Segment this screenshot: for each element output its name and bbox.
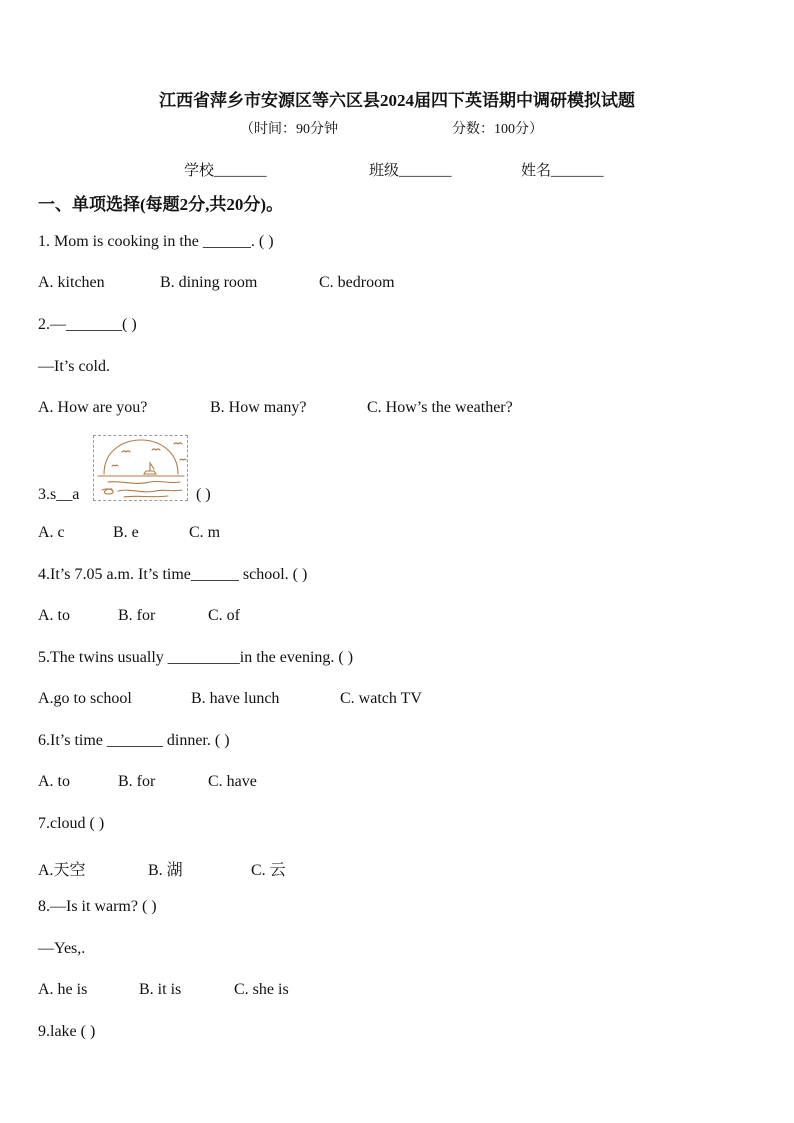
name-field: 姓名_______ xyxy=(521,163,604,179)
question-3: 3.s__a xyxy=(38,486,80,503)
q1-option-b: B. dining room xyxy=(160,274,258,291)
q6-option-b: B. for xyxy=(118,773,156,790)
q1-option-c: C. bedroom xyxy=(319,274,395,291)
exam-time: （时间：90分钟 xyxy=(240,122,338,137)
q4-option-b: B. for xyxy=(118,607,156,624)
sunset-sea-image xyxy=(94,436,187,500)
q6-option-c: C. have xyxy=(208,773,257,790)
exam-score: 分数：100分） xyxy=(452,122,543,137)
question-4: 4.It’s 7.05 a.m. It’s time______ school. ( ) xyxy=(38,566,308,583)
question-1: 1. Mom is cooking in the ______. ( ) xyxy=(38,233,274,250)
q2-option-b: B. How many? xyxy=(210,399,307,416)
q8-option-b: B. it is xyxy=(139,981,182,998)
q2-option-a: A. How are you? xyxy=(38,399,148,416)
q2-option-c: C. How’s the weather? xyxy=(367,399,513,416)
question-8-reply: —Yes,. xyxy=(38,940,86,957)
q6-option-a: A. to xyxy=(38,773,70,790)
q7-option-b: B. 湖 xyxy=(148,862,183,879)
question-6: 6.It’s time _______ dinner. ( ) xyxy=(38,732,230,749)
q5-option-b: B. have lunch xyxy=(191,690,280,707)
question-2: 2.—_______( ) xyxy=(38,316,137,333)
sunset-sea-illustration xyxy=(93,435,188,501)
q7-option-c: C. 云 xyxy=(251,862,286,879)
q1-option-a: A. kitchen xyxy=(38,274,105,291)
q3-option-c: C. m xyxy=(189,524,221,541)
class-field: 班级_______ xyxy=(369,163,452,179)
question-2-reply: —It’s cold. xyxy=(38,358,110,375)
q4-option-a: A. to xyxy=(38,607,70,624)
q8-option-c: C. she is xyxy=(234,981,289,998)
q7-option-a: A.天空 xyxy=(38,862,86,879)
q4-option-c: C. of xyxy=(208,607,240,624)
q3-option-a: A. c xyxy=(38,524,65,541)
question-7: 7.cloud ( ) xyxy=(38,815,105,832)
q5-option-c: C. watch TV xyxy=(340,690,422,707)
q3-option-b: B. e xyxy=(113,524,139,541)
question-9: 9.lake ( ) xyxy=(38,1023,96,1040)
q8-option-a: A. he is xyxy=(38,981,88,998)
question-5: 5.The twins usually _________in the evening. ( ) xyxy=(38,649,354,666)
q5-option-a: A.go to school xyxy=(38,690,132,707)
question-8: 8.—Is it warm? ( ) xyxy=(38,898,157,915)
section-heading: 一、单项选择(每题2分,共20分)。 xyxy=(38,195,284,214)
school-field: 学校_______ xyxy=(184,163,267,179)
question-3-blank: ( ) xyxy=(196,486,211,503)
exam-title: 江西省萍乡市安源区等六区县2024届四下英语期中调研模拟试题 xyxy=(159,91,635,110)
